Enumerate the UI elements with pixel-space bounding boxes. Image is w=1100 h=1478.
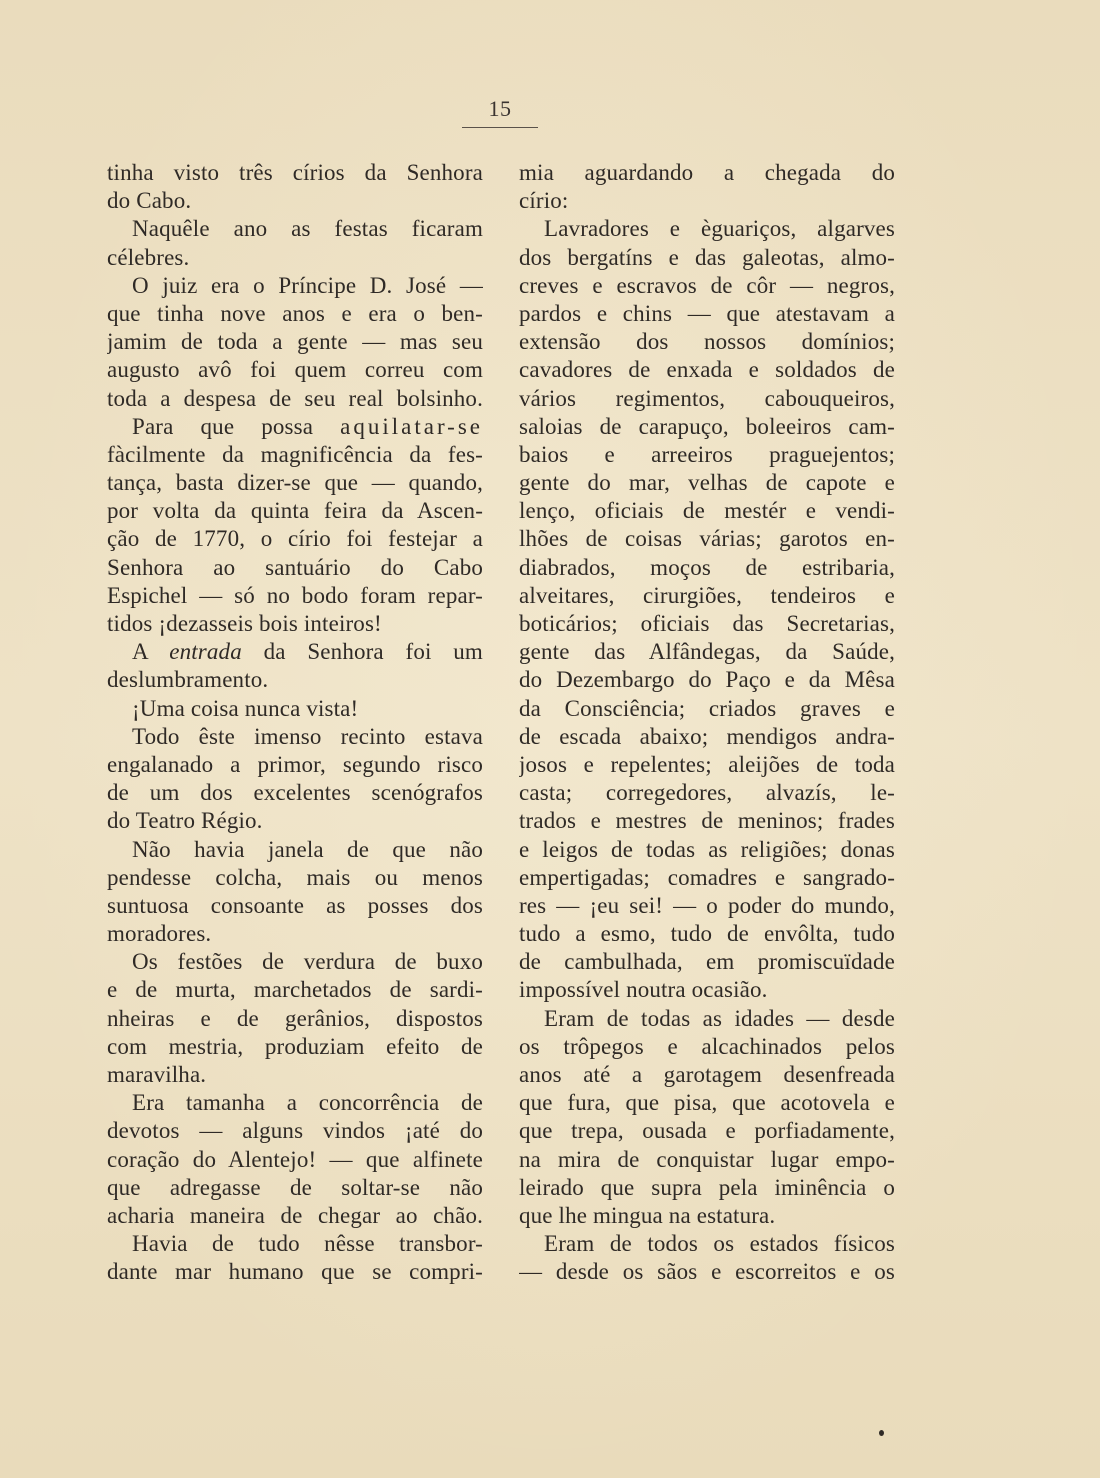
text-line: vários regimentos, cabouqueiros,	[519, 385, 895, 411]
text-line: casta; corregedores, alvazís, le-	[519, 780, 895, 806]
text-line: — desde os sãos e escorreitos e os	[519, 1259, 895, 1285]
italic-word: entrada	[169, 639, 242, 665]
text-line: os trôpegos e alcachinados pelos	[519, 1033, 895, 1059]
text-line: na mira de conquistar lugar empo-	[519, 1146, 895, 1172]
text-line: que trepa, ousada e porfiadamente,	[519, 1118, 895, 1144]
text-line: Lavradores e èguariços, algarves	[544, 216, 895, 242]
text-fragment: A	[132, 639, 148, 665]
text-line: círio:	[519, 188, 569, 214]
text-line: e de murta, marchetados de sardi-	[107, 977, 483, 1003]
text-line	[107, 413, 483, 441]
text-line: por volta da quinta feira da Ascen-	[107, 498, 483, 524]
text-line: trados e mestres de meninos; frades	[519, 808, 895, 834]
text-line: lhões de coisas várias; garotos en-	[519, 526, 895, 552]
text-line: pendesse colcha, mais ou menos	[107, 864, 483, 890]
text-line: deslumbramento.	[107, 667, 269, 693]
text-line: O juiz era o Príncipe D. José —	[132, 272, 483, 298]
text-line: moradores.	[107, 921, 212, 947]
text-line: com mestria, produziam efeito de	[107, 1033, 483, 1059]
text-line: jamim de toda a gente — mas seu	[107, 329, 483, 355]
text-line: alveitares, cirurgiões, tendeiros e	[519, 582, 895, 608]
text-line: Naquêle ano as festas ficaram	[132, 216, 483, 242]
text-line: tidos ¡dezasseis bois inteiros!	[107, 611, 382, 636]
text-line: ¡Uma coisa nunca vista!	[132, 695, 359, 721]
text-line: do Cabo.	[107, 188, 192, 214]
text-line: extensão dos nossos domínios;	[519, 329, 895, 355]
text-line: leirado que supra pela iminência o	[519, 1174, 895, 1200]
text-line: que adregasse de soltar-se não	[107, 1174, 483, 1200]
text-line: gente do mar, velhas de capote e	[519, 470, 895, 496]
text-line: Os festões de verdura de buxo	[132, 949, 483, 975]
text-line: boticários; oficiais das Secretarias,	[519, 611, 895, 636]
text-line: Eram de todas as idades — desde	[544, 1005, 895, 1031]
text-line: que fura, que pisa, que acotovela e	[519, 1090, 895, 1116]
text-line: toda a despesa de seu real bolsinho.	[107, 385, 483, 411]
text-line: josos e repelentes; aleijões de toda	[519, 751, 895, 777]
text-line: anos até a garotagem desenfreada	[519, 1062, 895, 1087]
text-line: fàcilmente da magnificência da fes-	[107, 441, 483, 467]
text-line: empertigadas; comadres e sangrado-	[519, 864, 895, 890]
text-line: coração do Alentejo! — que alfinete	[107, 1146, 483, 1172]
text-line: devotos — alguns vindos ¡até do	[107, 1118, 483, 1144]
text-line: gente das Alfândegas, da Saúde,	[519, 639, 895, 665]
text-line	[107, 638, 483, 666]
text-line: impossível noutra ocasião.	[519, 977, 768, 1003]
ink-speck	[879, 1430, 884, 1436]
text-line: mia aguardando a chegada do	[519, 160, 895, 185]
text-fragment: Para que possa	[132, 413, 314, 439]
text-line: Eram de todos os estados físicos	[544, 1231, 895, 1257]
page-number: 15	[488, 96, 512, 121]
page-number-rule	[462, 127, 538, 128]
text-line: dante mar humano que se compri-	[107, 1259, 483, 1285]
spaced-word: aquilatar-se	[340, 413, 483, 439]
text-line: suntuosa consoante as posses dos	[107, 892, 483, 918]
text-line: Todo êste imenso recinto estava	[132, 723, 483, 749]
text-line: Não havia janela de que não	[132, 836, 483, 862]
text-line: do Teatro Régio.	[107, 808, 263, 834]
text-line: dos bergatíns e das galeotas, almo-	[519, 244, 895, 270]
text-line: Era tamanha a concorrência de	[132, 1090, 483, 1116]
text-line: maravilha.	[107, 1062, 207, 1087]
text-line: do Dezembargo do Paço e da Mêsa	[519, 667, 895, 693]
text-line: tinha visto três círios da Senhora	[107, 160, 483, 185]
text-line: de um dos excelentes scenógrafos	[107, 780, 483, 806]
text-line: ção de 1770, o círio foi festejar a	[107, 526, 483, 552]
text-line: Espichel — só no bodo foram repar-	[107, 582, 483, 608]
text-fragment: da Senhora foi um	[263, 639, 483, 665]
text-line: da Consciência; criados graves e	[519, 695, 895, 721]
text-line: saloias de carapuço, boleeiros cam-	[519, 413, 895, 439]
text-line: nheiras e de gerânios, dispostos	[107, 1005, 483, 1031]
text-line: pardos e chins — que atestavam a	[519, 300, 895, 326]
text-line: tudo a esmo, tudo de envôlta, tudo	[519, 921, 895, 947]
text-line: cavadores de enxada e soldados de	[519, 357, 895, 383]
text-line: diabrados, moços de estribaria,	[519, 554, 895, 580]
text-line: que tinha nove anos e era o ben-	[107, 300, 483, 326]
text-line: e leigos de todas as religiões; donas	[519, 836, 895, 862]
right-column	[519, 159, 895, 1287]
text-line: creves e escravos de côr — negros,	[519, 272, 895, 298]
text-line: res — ¡eu sei! — o poder do mundo,	[519, 892, 895, 918]
text-line: tança, basta dizer-se que — quando,	[107, 470, 483, 496]
text-line: Senhora ao santuário do Cabo	[107, 554, 483, 580]
text-line: de escada abaixo; mendigos andra-	[519, 723, 895, 749]
text-line: lenço, oficiais de mestér e vendi-	[519, 498, 895, 524]
text-line: Havia de tudo nêsse transbor-	[132, 1231, 483, 1257]
text-line: de cambulhada, em promiscuïdade	[519, 949, 895, 975]
left-column	[107, 159, 483, 1287]
text-line: que lhe mingua na estatura.	[519, 1202, 776, 1228]
text-line: engalanado a primor, segundo risco	[107, 751, 483, 777]
text-line: augusto avô foi quem correu com	[107, 357, 483, 383]
text-line: acharia maneira de chegar ao chão.	[107, 1202, 483, 1228]
text-line: baios e arreeiros praguejentos;	[519, 441, 895, 467]
text-line: célebres.	[107, 244, 190, 270]
